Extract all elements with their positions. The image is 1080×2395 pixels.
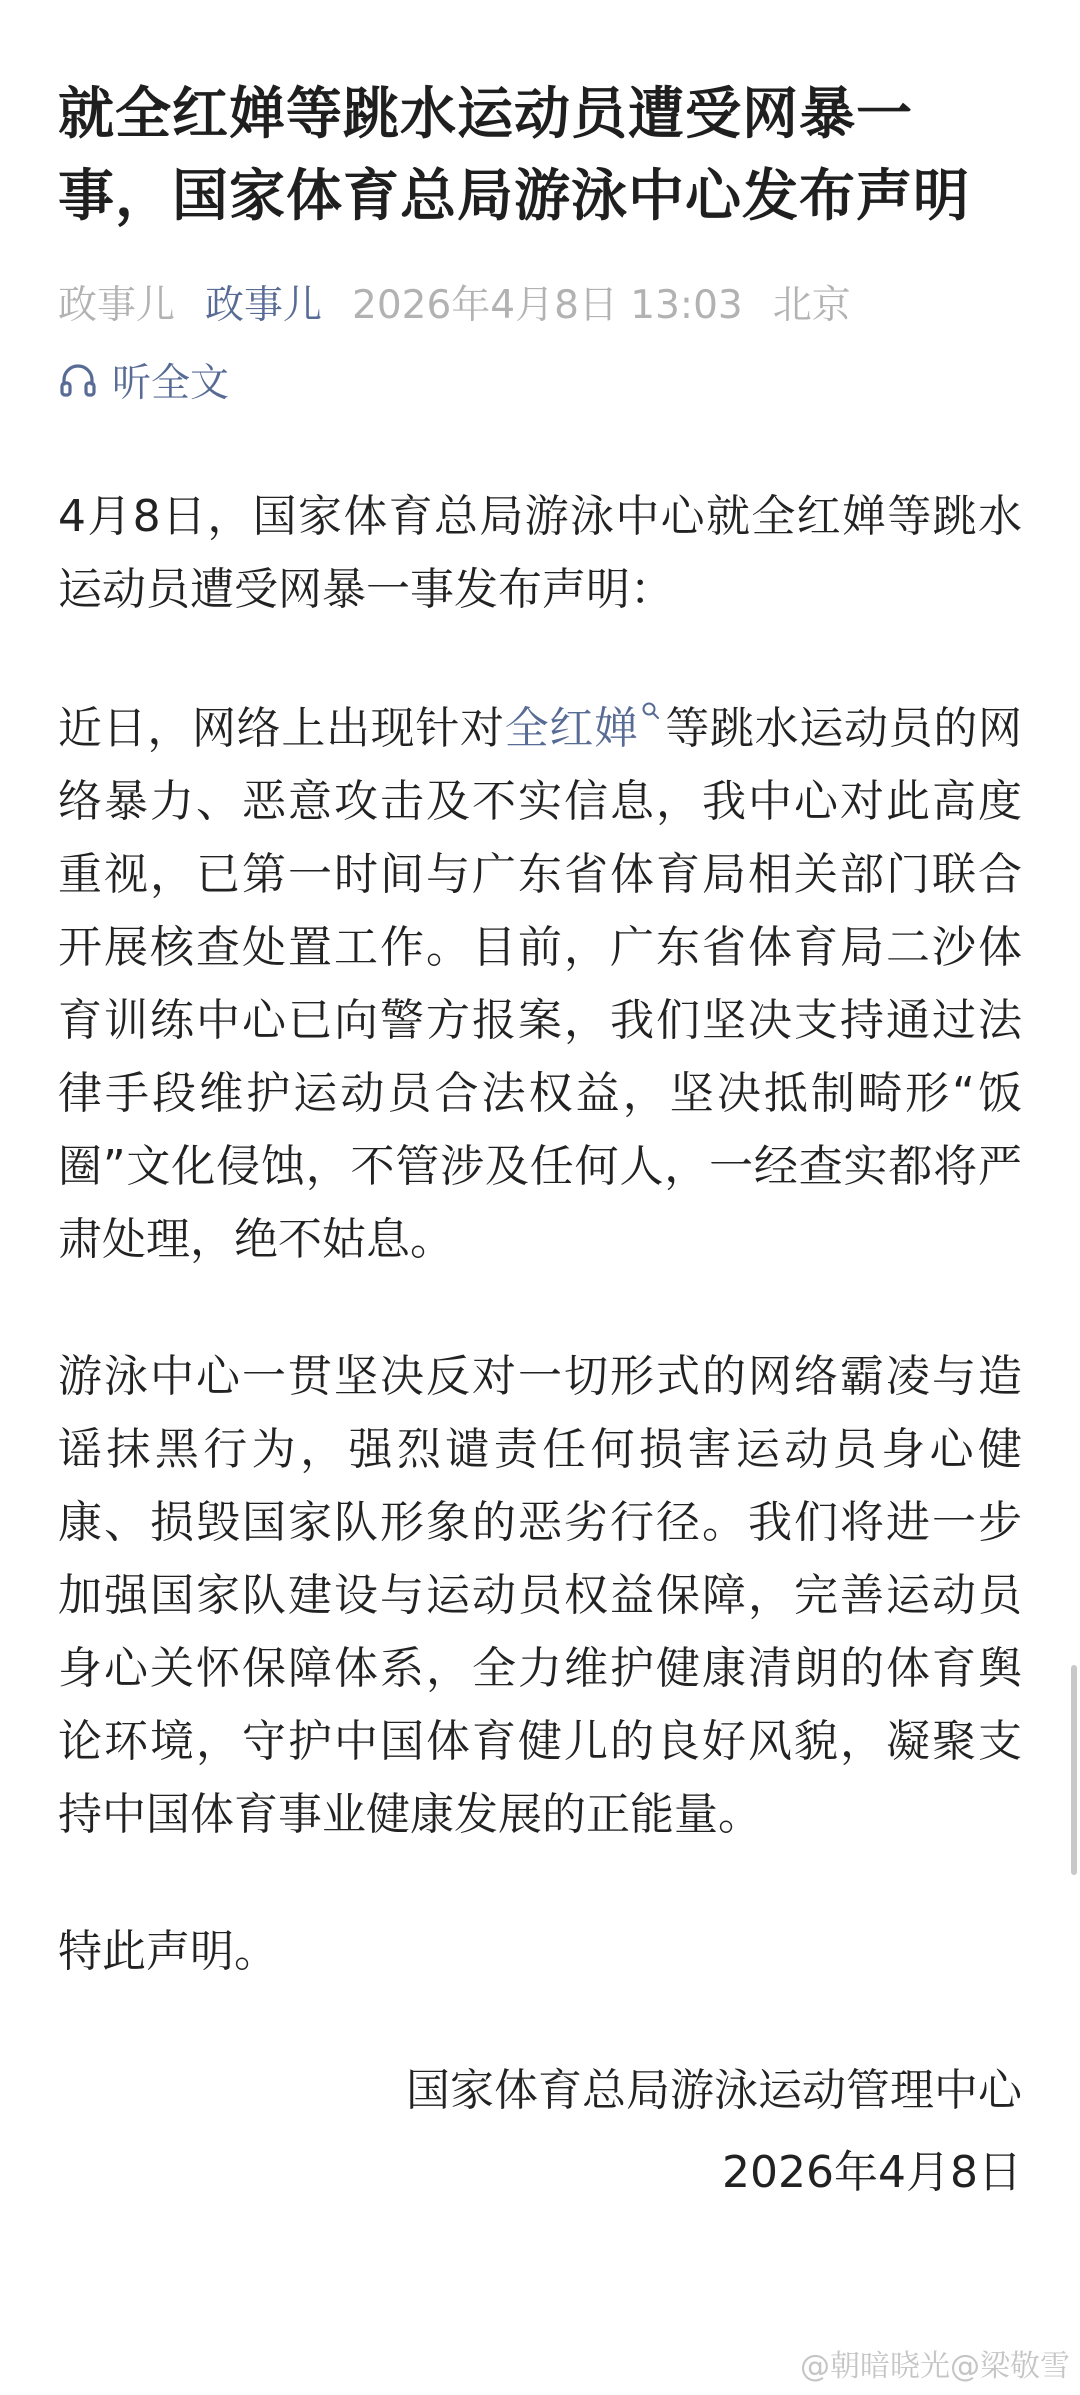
search-icon[interactable] [641, 701, 661, 721]
paragraph-intro: 4月8日，国家体育总局游泳中心就全红婵等跳水运动员遭受网暴一事发布声明： [58, 491, 1022, 615]
paragraph-position: 游泳中心一贯坚决反对一切形式的网络霸凌与造谣抹黑行为，强烈谴责任何损害运动员身心健康、损毁国家队形象的恶劣行径。我们将进一步加强国家队建设与运动员权益保障，完善运动员身心关怀保障体系，全力维护健康清朗的体育舆论环境，守护中国体育健儿的良好风貌，凝聚支持中国体育事业健康发展的正能量。 [58, 1351, 1022, 1840]
article-body [58, 480, 1022, 2212]
watermark: @朝暗晓光@梁敬雪 [800, 2349, 1070, 2384]
article-title: 就全红婵等跳水运动员遭受网暴一事，国家体育总局游泳中心发布声明 [58, 82, 970, 229]
paragraph-closing: 特此声明。 [58, 1926, 278, 1977]
article-meta [58, 278, 1022, 334]
signature-date: 2026年4月8日 [722, 2147, 1022, 2198]
listen-button[interactable] [58, 352, 1022, 408]
author-name: 政事儿 [58, 283, 176, 328]
account-link[interactable]: 政事儿 [205, 283, 323, 328]
article [58, 0, 1022, 2212]
scrollbar[interactable] [1071, 1665, 1077, 1875]
publish-datetime: 2026年4月8日 13:03 [352, 283, 743, 328]
headphones-icon [58, 360, 98, 400]
paragraph-statement-rest: 等跳水运动员的网络暴力、恶意攻击及不实信息，我中心对此高度重视，已第一时间与广东省体育局相关部门联合开展核查处置工作。目前，广东省体育局二沙体育训练中心已向警方报案，我们坚决支持通过法律手段维护运动员合法权益，坚决抵制畸形“饭圈”文化侵蚀，不管涉及任何人，一经查实都将严肃处理，绝不姑息。 [58, 703, 1023, 1265]
athlete-search-link[interactable]: 全红婵 [504, 703, 639, 754]
paragraph-statement-lead: 近日，网络上出现针对 [58, 703, 505, 754]
publish-location: 北京 [772, 283, 851, 328]
paragraph-statement [58, 692, 1022, 1276]
listen-label: 听全文 [112, 361, 230, 406]
signature-block [58, 2052, 1022, 2212]
signature-org: 国家体育总局游泳运动管理中心 [406, 2065, 1022, 2116]
